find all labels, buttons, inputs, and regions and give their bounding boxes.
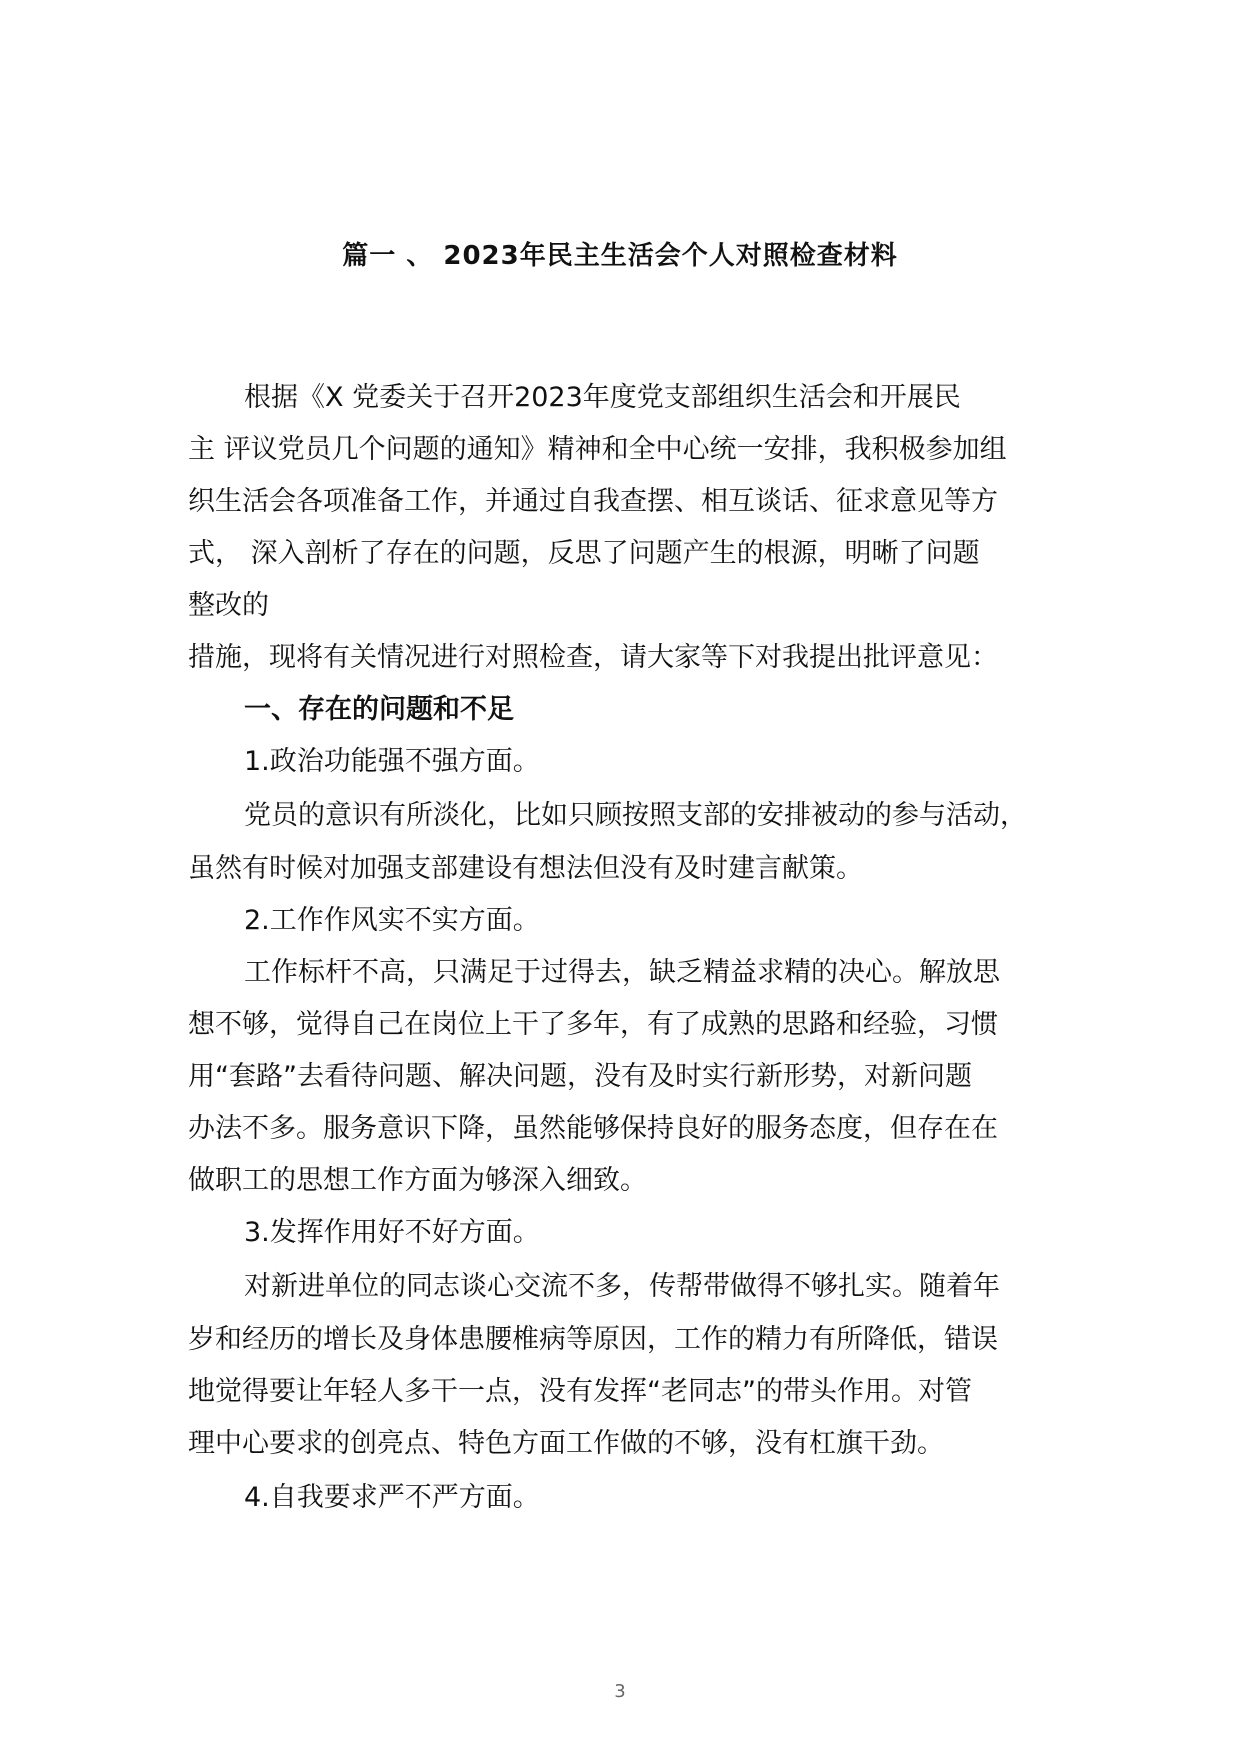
body-line: 织生活会各项准备工作，并通过自我查摆、相互谈话、征求意见等方 (188, 486, 998, 517)
body-line: 地觉得要让年轻人多干一点，没有发挥“老同志”的带头作用。对管 (188, 1376, 972, 1407)
body-line: 式， 深入剖析了存在的问题，反思了问题产生的根源，明晰了问题 (188, 538, 980, 569)
section-heading: 一、存在的问题和不足 (244, 694, 514, 725)
body-line: 想不够，觉得自己在岗位上干了多年，有了成熟的思路和经验，习惯 (188, 1009, 998, 1040)
body-line: 根据《X 党委关于召开2023年度党支部组织生活会和开展民 (244, 382, 961, 413)
subsection-heading: 4.自我要求严不严方面。 (244, 1482, 540, 1513)
body-line: 办法不多。服务意识下降，虽然能够保持良好的服务态度，但存在在 (188, 1113, 998, 1144)
body-line: 党员的意识有所淡化，比如只顾按照支部的安排被动的参与活动， (244, 800, 1027, 831)
page-number: 3 (614, 1681, 626, 1702)
subsection-heading: 3.发挥作用好不好方面。 (244, 1217, 540, 1248)
body-line: 虽然有时候对加强支部建设有想法但没有及时建言献策。 (188, 853, 863, 884)
document-body (188, 372, 1068, 1525)
body-line: 对新进单位的同志谈心交流不多，传帮带做得不够扎实。随着年 (244, 1271, 1000, 1302)
subsection-heading: 2.工作作风实不实方面。 (244, 905, 540, 936)
body-line: 岁和经历的增长及身体患腰椎病等原因，工作的精力有所降低，错误 (188, 1324, 998, 1355)
body-line: 做职工的思想工作方面为够深入细致。 (188, 1165, 647, 1196)
body-line: 整改的 (188, 590, 269, 621)
body-line: 主 评议党员几个问题的通知》精神和全中心统一安排，我积极参加组 (188, 434, 1007, 465)
body-line: 工作标杆不高，只满足于过得去，缺乏精益求精的决心。解放思 (244, 957, 1000, 988)
body-line: 措施，现将有关情况进行对照检查，请大家等下对我提出批评意见： (188, 642, 998, 673)
body-line: 用“套路”去看待问题、解决问题，没有及时实行新形势，对新问题 (188, 1061, 972, 1092)
document-title: 篇一 、 2023年民主生活会个人对照检查材料 (342, 241, 898, 271)
subsection-heading: 1.政治功能强不强方面。 (244, 746, 540, 777)
body-line: 理中心要求的创亮点、特色方面工作做的不够，没有杠旗干劲。 (188, 1428, 944, 1459)
